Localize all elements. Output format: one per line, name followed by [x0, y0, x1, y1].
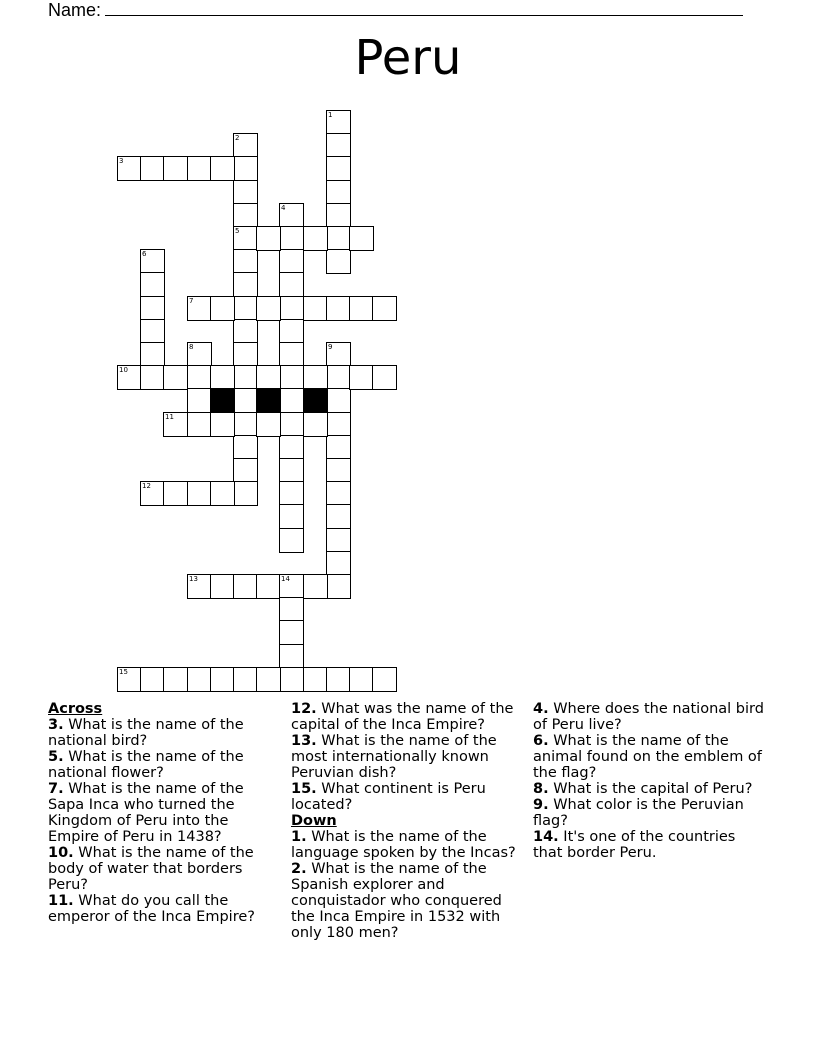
clue-text: What is the name of the most internationally known Peruvian dish?	[291, 733, 497, 781]
crossword-cell[interactable]	[303, 365, 328, 390]
crossword-cell[interactable]	[117, 156, 142, 181]
clue-text: What color is the Peruvian flag?	[533, 797, 744, 829]
crossword-cell[interactable]	[326, 412, 351, 437]
crossword-cell[interactable]	[279, 226, 304, 251]
across-clue-5	[48, 749, 270, 781]
crossword-cell[interactable]	[117, 365, 142, 390]
crossword-cell[interactable]	[326, 528, 351, 553]
clue-number: 1.	[291, 829, 307, 845]
crossword-cell[interactable]	[140, 272, 165, 297]
crossword-cell[interactable]	[326, 458, 351, 483]
clue-number: 12.	[291, 701, 317, 717]
crossword-cell[interactable]	[140, 296, 165, 321]
clue-text: What is the capital of Peru?	[553, 781, 753, 797]
crossword-cell[interactable]	[326, 365, 351, 390]
crossword-black-square	[303, 388, 328, 413]
clue-text: Where does the national bird of Peru live?	[533, 701, 764, 733]
crossword-cell[interactable]	[163, 365, 188, 390]
cell-number: 13	[189, 575, 198, 583]
down-clue-6	[533, 733, 769, 781]
crossword-cell[interactable]	[326, 551, 351, 576]
crossword-cell[interactable]	[279, 620, 304, 645]
crossword-cell[interactable]	[326, 574, 351, 599]
crossword-cell[interactable]	[279, 435, 304, 460]
crossword-cell[interactable]	[372, 296, 397, 321]
crossword-cell[interactable]	[233, 156, 258, 181]
crossword-cell[interactable]	[233, 481, 258, 506]
across-clue-11	[48, 893, 270, 925]
crossword-cell[interactable]	[349, 667, 374, 692]
down-clue-2	[291, 861, 517, 941]
crossword-cell[interactable]	[326, 435, 351, 460]
crossword-cell[interactable]	[210, 296, 235, 321]
crossword-cell[interactable]	[256, 226, 281, 251]
cell-number: 9	[328, 343, 333, 351]
crossword-cell[interactable]	[326, 133, 351, 158]
crossword-cell[interactable]	[187, 365, 212, 390]
page-title: Peru	[354, 30, 462, 86]
across-heading: Across	[48, 701, 103, 717]
clue-text: What continent is Peru located?	[291, 781, 486, 813]
crossword-cell[interactable]	[303, 574, 328, 599]
crossword-cell[interactable]	[187, 574, 212, 599]
clue-text: What do you call the emperor of the Inca Empire?	[48, 893, 255, 925]
crossword-cell[interactable]	[326, 249, 351, 274]
crossword-cell[interactable]	[279, 412, 304, 437]
down-heading: Down	[291, 813, 337, 829]
crossword-cell[interactable]	[279, 644, 304, 669]
cell-number: 10	[119, 366, 128, 374]
crossword-cell[interactable]	[279, 296, 304, 321]
crossword-cell[interactable]	[256, 667, 281, 692]
crossword-cell[interactable]	[210, 574, 235, 599]
cell-number: 4	[281, 204, 286, 212]
crossword-cell[interactable]	[303, 226, 328, 251]
crossword-cell[interactable]	[233, 365, 258, 390]
clue-number: 13.	[291, 733, 317, 749]
cell-number: 5	[235, 227, 240, 235]
crossword-cell[interactable]	[140, 319, 165, 344]
crossword-cell[interactable]	[279, 528, 304, 553]
crossword-cell[interactable]	[233, 272, 258, 297]
crossword-cell[interactable]	[279, 203, 304, 228]
crossword-cell[interactable]	[326, 296, 351, 321]
crossword-cell[interactable]	[210, 365, 235, 390]
clue-text: What is the name of the animal found on the emblem of the flag?	[533, 733, 762, 781]
crossword-cell[interactable]	[279, 597, 304, 622]
crossword-cell[interactable]	[279, 481, 304, 506]
clue-number: 4.	[533, 701, 549, 717]
clue-number: 2.	[291, 861, 307, 877]
crossword-cell[interactable]	[326, 226, 351, 251]
clue-text: What is the name of the body of water that borders Peru?	[48, 845, 254, 893]
clue-number: 11.	[48, 893, 74, 909]
crossword-cell[interactable]	[233, 458, 258, 483]
crossword-cell[interactable]	[372, 365, 397, 390]
crossword-cell[interactable]	[303, 667, 328, 692]
cell-number: 15	[119, 668, 128, 676]
crossword-cell[interactable]	[326, 203, 351, 228]
crossword-cell[interactable]	[326, 504, 351, 529]
crossword-cell[interactable]	[349, 296, 374, 321]
crossword-cell[interactable]	[163, 481, 188, 506]
crossword-cell[interactable]	[279, 272, 304, 297]
cell-number: 7	[189, 297, 194, 305]
crossword-cell[interactable]	[163, 667, 188, 692]
across-clue-7	[48, 781, 270, 845]
crossword-cell[interactable]	[210, 667, 235, 692]
clue-text: What is the name of the national flower?	[48, 749, 244, 781]
crossword-cell[interactable]	[187, 412, 212, 437]
crossword-cell[interactable]	[279, 249, 304, 274]
crossword-cell[interactable]	[233, 133, 258, 158]
crossword-cell[interactable]	[140, 667, 165, 692]
across-clue-13	[291, 733, 517, 781]
clue-number: 9.	[533, 797, 549, 813]
crossword-cell[interactable]	[326, 156, 351, 181]
clue-text: What was the name of the capital of the Inca Empire?	[291, 701, 514, 733]
crossword-cell[interactable]	[372, 667, 397, 692]
crossword-cell[interactable]	[279, 342, 304, 367]
clue-number: 7.	[48, 781, 64, 797]
crossword-cell[interactable]	[163, 412, 188, 437]
cell-number: 14	[281, 575, 290, 583]
crossword-cell[interactable]	[326, 388, 351, 413]
crossword-cell[interactable]	[326, 110, 351, 135]
clues-column-3	[533, 701, 769, 861]
crossword-cell[interactable]	[279, 504, 304, 529]
crossword-cell[interactable]	[140, 365, 165, 390]
clue-number: 8.	[533, 781, 549, 797]
crossword-cell[interactable]	[303, 296, 328, 321]
clues-column-2	[291, 701, 517, 941]
crossword-cell[interactable]	[210, 412, 235, 437]
crossword-cell[interactable]	[279, 388, 304, 413]
down-clue-9	[533, 797, 769, 829]
crossword-cell[interactable]	[326, 342, 351, 367]
across-clue-15	[291, 781, 517, 813]
clue-text: What is the name of the Spanish explorer and conquistador who conquered the Inca Empire in 1532 with only 180 men?	[291, 861, 502, 941]
crossword-cell[interactable]	[256, 574, 281, 599]
crossword-cell[interactable]	[140, 342, 165, 367]
clue-number: 5.	[48, 749, 64, 765]
crossword-cell[interactable]	[187, 296, 212, 321]
clue-number: 14.	[533, 829, 559, 845]
crossword-cell[interactable]	[140, 481, 165, 506]
crossword-cell[interactable]	[326, 481, 351, 506]
cell-number: 3	[119, 157, 124, 165]
crossword-cell[interactable]	[279, 667, 304, 692]
crossword-cell[interactable]	[233, 412, 258, 437]
crossword-cell[interactable]	[233, 388, 258, 413]
crossword-cell[interactable]	[233, 342, 258, 367]
crossword-cell[interactable]	[140, 156, 165, 181]
crossword-cell[interactable]	[117, 667, 142, 692]
crossword-cell[interactable]	[279, 365, 304, 390]
crossword-cell[interactable]	[233, 296, 258, 321]
clue-number: 6.	[533, 733, 549, 749]
crossword-cell[interactable]	[163, 156, 188, 181]
crossword-cell[interactable]	[210, 481, 235, 506]
across-clue-12	[291, 701, 517, 733]
crossword-cell[interactable]	[349, 226, 374, 251]
crossword-cell[interactable]	[233, 319, 258, 344]
crossword-cell[interactable]	[210, 156, 235, 181]
clue-number: 3.	[48, 717, 64, 733]
crossword-cell[interactable]	[303, 412, 328, 437]
clue-text: What is the name of the language spoken by the Incas?	[291, 829, 516, 861]
cell-number: 12	[142, 482, 151, 490]
crossword-cell[interactable]	[326, 667, 351, 692]
clues-column-1	[48, 701, 270, 925]
crossword-cell[interactable]	[256, 412, 281, 437]
down-clue-4	[533, 701, 769, 733]
crossword-cell[interactable]	[326, 180, 351, 205]
crossword-black-square	[256, 388, 281, 413]
clue-number: 15.	[291, 781, 317, 797]
crossword-cell[interactable]	[140, 249, 165, 274]
down-clue-14	[533, 829, 769, 861]
crossword-cell[interactable]	[233, 667, 258, 692]
crossword-cell[interactable]	[187, 156, 212, 181]
crossword-cell[interactable]	[187, 667, 212, 692]
cell-number: 11	[165, 413, 174, 421]
crossword-cell[interactable]	[233, 574, 258, 599]
crossword-cell[interactable]	[233, 203, 258, 228]
across-clue-10	[48, 845, 270, 893]
crossword-black-square	[210, 388, 235, 413]
cell-number: 1	[328, 111, 333, 119]
crossword-cell[interactable]	[233, 180, 258, 205]
clue-number: 10.	[48, 845, 74, 861]
clue-text: What is the name of the Sapa Inca who turned the Kingdom of Peru into the Empire of Peru in 1438?	[48, 781, 244, 845]
crossword-cell[interactable]	[233, 226, 258, 251]
name-label: Name:	[48, 0, 102, 20]
crossword-cell[interactable]	[233, 249, 258, 274]
cell-number: 6	[142, 250, 147, 258]
crossword-cell[interactable]	[279, 319, 304, 344]
crossword-cell[interactable]	[233, 435, 258, 460]
crossword-cell[interactable]	[187, 342, 212, 367]
cell-number: 8	[189, 343, 194, 351]
clue-text: What is the name of the national bird?	[48, 717, 244, 749]
crossword-cell[interactable]	[256, 365, 281, 390]
crossword-cell[interactable]	[279, 458, 304, 483]
cell-number: 2	[235, 134, 240, 142]
crossword-cell[interactable]	[279, 574, 304, 599]
down-clue-8	[533, 781, 769, 797]
crossword-cell[interactable]	[187, 388, 212, 413]
crossword-cell[interactable]	[256, 296, 281, 321]
crossword-cell[interactable]	[187, 481, 212, 506]
down-clue-1	[291, 829, 517, 861]
crossword-cell[interactable]	[349, 365, 374, 390]
across-clue-3	[48, 717, 270, 749]
clue-text: It's one of the countries that border Peru.	[533, 829, 736, 861]
